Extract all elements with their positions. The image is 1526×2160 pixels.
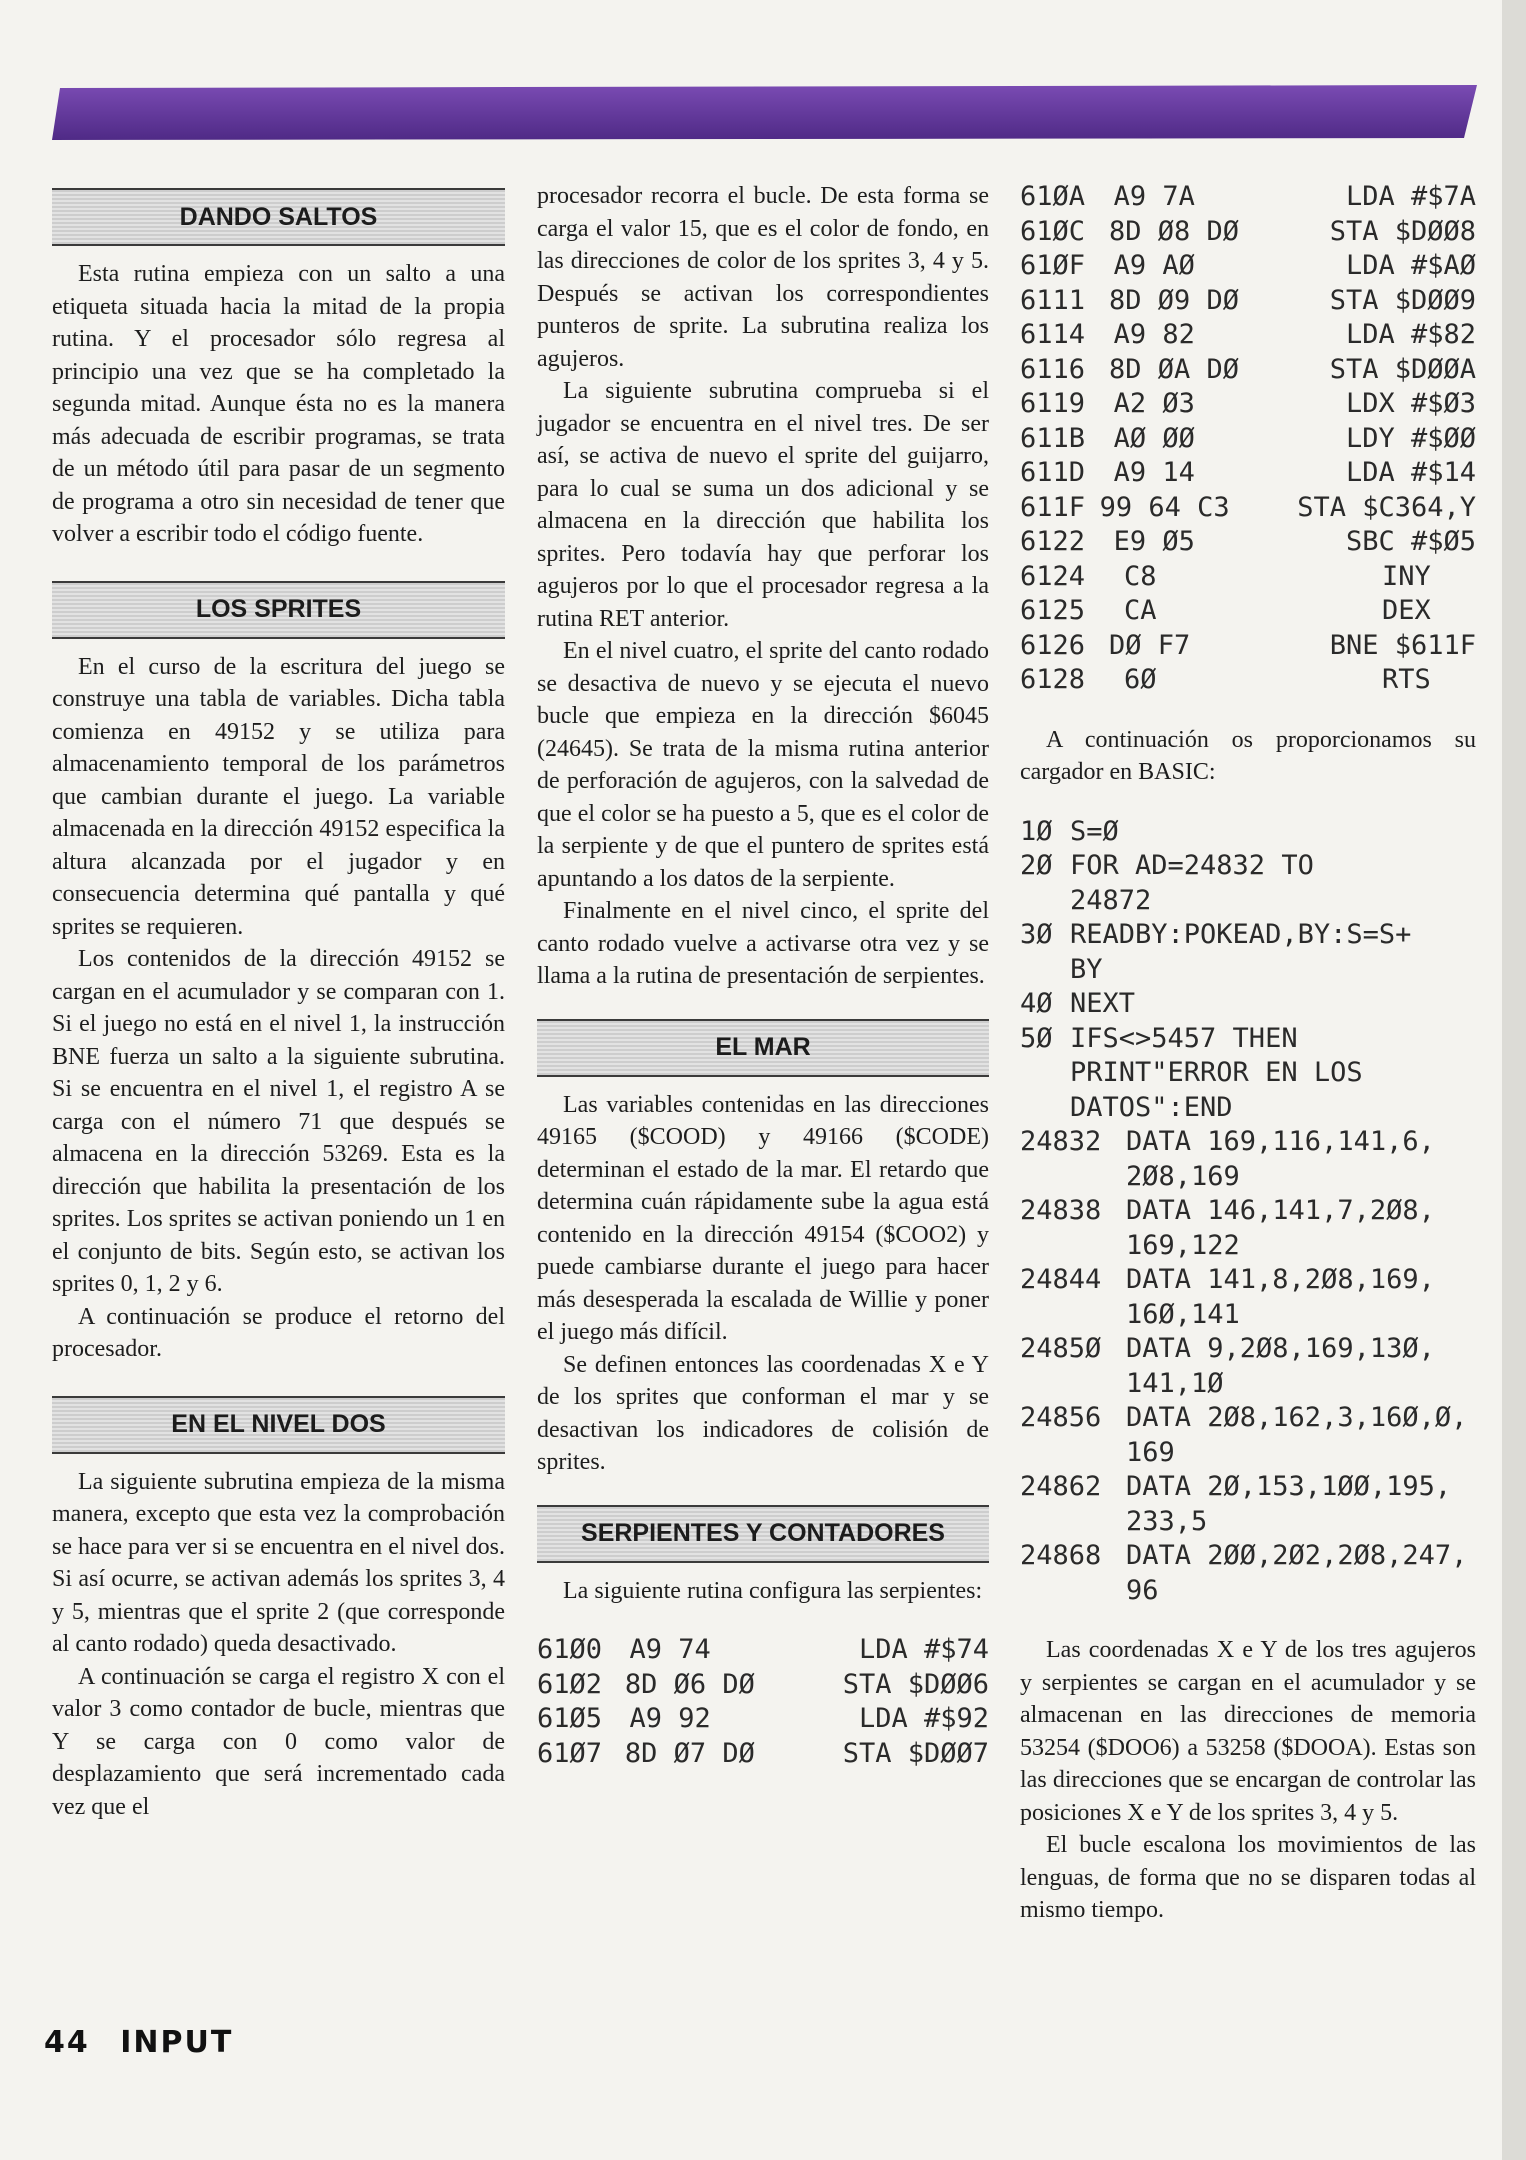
code-line (1020, 284, 1476, 319)
line-number: 2485Ø (1020, 1333, 1102, 1364)
code-address: 6116 (1020, 353, 1086, 385)
line-code: DATA 146,141,7,2Ø8, 169,122 (1126, 1195, 1435, 1261)
code-instruction: STA $DØØ6 (842, 1668, 989, 1700)
paragraph: procesador recorra el bucle. De esta forma se carga el valor 15, que es el color de fondo, en las direcciones de color de los sprites 3, 4 y 5. Después se activan los correspondientes punteros de sprite. La subrutina realiza los agujeros. (537, 183, 989, 372)
code-bytes: 8D Ø7 DØ (624, 1737, 755, 1769)
code-address: 611D (1020, 457, 1086, 488)
code-line (1020, 180, 1476, 215)
paragraph: A continuación se produce el retorno del procesador. (52, 1303, 505, 1362)
purple-banner (52, 80, 1477, 140)
code-line (537, 1668, 989, 1703)
section-heading-el-mar: EL MAR (537, 1019, 989, 1077)
code-address: 61Ø0 (537, 1634, 603, 1665)
code-instruction: LDA #$AØ (1345, 250, 1476, 281)
code-instruction: RTS (1382, 664, 1431, 695)
code-line (1020, 491, 1476, 526)
basic-line (1020, 1194, 1476, 1263)
code-bytes: 99 64 C3 (1099, 491, 1230, 523)
code-instruction: BNE $611F (1329, 629, 1476, 661)
code-instruction: LDY #$ØØ (1345, 422, 1476, 454)
line-code: DATA 2Ø8,162,3,16Ø,Ø, 169 (1126, 1402, 1468, 1468)
code-instruction: STA $DØØ8 (1329, 215, 1476, 247)
basic-line (1020, 1401, 1476, 1470)
code-instruction: LDA #$74 (858, 1634, 989, 1665)
paragraph: A continuación os proporcionamos su cargador en BASIC: (1020, 726, 1476, 785)
code-bytes: 6Ø (1124, 664, 1157, 695)
code-instruction: STA $C364,Y (1297, 491, 1476, 523)
code-instruction: LDA #$82 (1345, 319, 1476, 350)
line-code: DATA 2ØØ,2Ø2,2Ø8,247, 96 (1126, 1540, 1468, 1606)
column-right (1020, 180, 1476, 1927)
basic-line (1020, 1470, 1476, 1539)
line-number: 24862 (1020, 1471, 1102, 1502)
paragraph: A continuación se carga el registro X con el valor 3 como contador de bucle, mientras que Y se carga con 0 como valor de desplazamiento que será incrementado cada vez que el (52, 1663, 505, 1820)
code-bytes: 8D Ø6 DØ (624, 1668, 755, 1700)
line-number: 1Ø (1020, 815, 1053, 847)
basic-line (1020, 1263, 1476, 1332)
code-instruction: LDA #$7A (1345, 181, 1476, 212)
basic-line (1020, 849, 1476, 918)
page-number: 44 (44, 2025, 90, 2060)
code-address: 6122 (1020, 526, 1086, 557)
basic-line (1020, 1539, 1476, 1608)
code-address: 6111 (1020, 284, 1086, 316)
section-heading-los-sprites: LOS SPRITES (52, 581, 505, 639)
code-bytes: E9 Ø5 (1113, 526, 1195, 557)
code-bytes: DØ F7 (1108, 629, 1191, 661)
code-bytes: A9 92 (629, 1703, 711, 1734)
code-bytes: 8D Ø8 DØ (1108, 215, 1240, 247)
code-line (1020, 215, 1476, 250)
paragraph: Esta rutina empieza con un salto a una etiqueta situada hacia la mitad de la propia rutina. Y el procesador sólo regresa al principio una vez que se ha completado la segunda mitad. Aunque ésta no es la manera más adecuada de escribir programas, se trata de un método útil para pasar de un segmento de programa a otro sin necesidad de tener que volver a escribir todo el código fuente. (52, 261, 505, 547)
code-line (1020, 525, 1476, 560)
code-bytes: C8 (1124, 560, 1157, 592)
section-heading-en-el-nivel-dos: EN EL NIVEL DOS (52, 1396, 505, 1454)
code-address: 61Ø7 (537, 1737, 603, 1769)
page-edge-shadow (1502, 0, 1526, 2160)
basic-line (1020, 1332, 1476, 1401)
basic-line (1020, 1125, 1476, 1194)
line-number: 5Ø (1020, 1022, 1053, 1054)
line-code: DATA 2Ø,153,1ØØ,195, 233,5 (1126, 1471, 1452, 1537)
code-bytes: CA (1124, 595, 1157, 626)
code-line (537, 1702, 989, 1737)
code-address: 611F (1020, 491, 1086, 523)
page-footer (44, 2025, 233, 2060)
code-bytes: AØ ØØ (1113, 422, 1195, 454)
paragraph: En el nivel cuatro, el sprite del canto rodado se desactiva de nuevo y se ejecuta el nuevo bucle que empieza en la dirección $6045 (24645). Se trata de la misma rutina anterior de perforación de agujeros, con la salvedad de que el color se ha puesto a 5, que es el color de la serpiente y de que el puntero de sprites está apuntando a los datos de la serpiente. (537, 638, 989, 892)
code-line (1020, 318, 1476, 353)
code-line (1020, 249, 1476, 284)
line-code: FOR AD=24832 TO 24872 (1070, 850, 1314, 916)
code-address: 6128 (1020, 664, 1086, 695)
line-number: 4Ø (1020, 988, 1053, 1019)
line-number: 24838 (1020, 1195, 1102, 1226)
paragraph: La siguiente subrutina comprueba si el jugador se encuentra en el nivel tres. De ser así, se activa de nuevo el sprite del guijarro, para lo cual se suma un dos adicional y se almacena en la dirección que habilita los sprites. Pero todavía hay que perforar los agujeros por lo que el procesador regresa a la rutina RET anterior. (537, 378, 989, 632)
code-line (1020, 594, 1476, 629)
code-instruction: LDA #$14 (1345, 457, 1476, 488)
paragraph: En el curso de la escritura del juego se construye una tabla de variables. Dicha tabla comienza en 49152 y se utiliza para almacenamiento temporal de los parámetros que cambian durante el juego. La variable almacenada en la dirección 49152 especifica la altura alcanzada por el jugador y en consecuencia determina qué pantalla y qué sprites se requieren. (52, 653, 505, 940)
line-number: 24868 (1020, 1540, 1102, 1571)
code-address: 61Ø5 (537, 1703, 603, 1734)
line-code: DATA 169,116,141,6, 2Ø8,169 (1126, 1126, 1435, 1192)
code-address: 61ØC (1020, 215, 1086, 247)
code-line (537, 1737, 989, 1772)
line-code: IFS<>5457 THEN PRINT"ERROR EN LOS DATOS":END (1070, 1022, 1363, 1123)
line-code: READBY:POKEAD,BY:S=S+ BY (1070, 919, 1412, 985)
paragraph: Las variables contenidas en las direcciones 49165 ($COOD) y 49166 ($CODE) determinan el estado de la mar. El retardo que determina cuán rápidamente sube la agua está contenido en la dirección 49154 ($COO2) y puede cambiarse durante el juego para hacer más desesperada la escalada de Willie y poner el juego más difícil. (537, 1091, 989, 1345)
line-number: 24844 (1020, 1264, 1102, 1295)
basic-line (1020, 815, 1476, 850)
code-address: 6119 (1020, 388, 1086, 419)
paragraph: Los contenidos de la dirección 49152 se cargan en el acumulador y se comparan con 1. Si el juego no está en el nivel 1, la instrucción BNE fuerza un salto a la siguiente subrutina. Si se encuentra en el nivel 1, el registro A se carga con el número 71 que después se almacena en la dirección 53269. Esta es la dirección que habilita la presentación de los sprites. Los sprites se activan poniendo un 1 en el conjunto de bits. Según esto, se activan los sprites 0, 1, 2 y 6. (52, 946, 505, 1297)
paragraph: El bucle escalona los movimientos de las lenguas, de forma que no se disparen todas al mismo tiempo. (1020, 1832, 1476, 1923)
code-address: 61Ø2 (537, 1668, 603, 1700)
code-bytes: A9 7A (1113, 181, 1195, 212)
column-left (52, 180, 505, 1823)
code-instruction: INY (1382, 560, 1431, 592)
paragraph: Se definen entonces las coordenadas X e Y de los sprites que conforman el mar y se desactivan los indicadores de colisión de sprites. (537, 1351, 989, 1475)
basic-line (1020, 1022, 1476, 1126)
basic-line (1020, 987, 1476, 1022)
code-instruction: STA $DØØ9 (1329, 284, 1476, 316)
section-heading-serpientes-y-contadores: SERPIENTES Y CONTADORES (537, 1505, 989, 1563)
assembly-listing (1020, 180, 1476, 698)
line-number: 3Ø (1020, 919, 1053, 950)
code-instruction: SBC #$Ø5 (1345, 526, 1476, 557)
code-instruction: STA $DØØA (1329, 353, 1476, 385)
code-address: 6126 (1020, 629, 1086, 661)
code-address: 611B (1020, 422, 1086, 454)
code-address: 61ØF (1020, 250, 1086, 281)
code-instruction: STA $DØØ7 (842, 1737, 989, 1769)
line-number: 24832 (1020, 1126, 1102, 1157)
line-code: S=Ø (1070, 815, 1119, 847)
basic-listing (1020, 815, 1476, 1609)
code-line (1020, 663, 1476, 698)
line-code: DATA 141,8,2Ø8,169, 16Ø,141 (1126, 1264, 1435, 1330)
code-line (1020, 353, 1476, 388)
line-code: NEXT (1070, 988, 1136, 1019)
code-line (1020, 560, 1476, 595)
code-instruction: LDA #$92 (858, 1703, 989, 1734)
code-line (1020, 422, 1476, 457)
basic-line (1020, 918, 1476, 987)
code-address: 6114 (1020, 319, 1086, 350)
paragraph: La siguiente subrutina empieza de la misma manera, excepto que esta vez la comprobación se hace para ver si se encuentra en el nivel dos. Si así ocurre, se activan además los sprites 3, 4 y 5, mientras que el sprite 2 (que corresponde al canto rodado) queda desactivado. (52, 1468, 505, 1657)
column-middle (537, 180, 989, 1771)
code-instruction: LDX #$Ø3 (1345, 388, 1476, 419)
code-line (1020, 456, 1476, 491)
code-line (1020, 387, 1476, 422)
line-number: 2Ø (1020, 850, 1053, 881)
code-address: 6125 (1020, 595, 1086, 626)
line-code: DATA 9,2Ø8,169,13Ø, 141,1Ø (1126, 1333, 1435, 1399)
code-address: 6124 (1020, 560, 1086, 592)
paragraph: Las coordenadas X e Y de los tres agujeros y serpientes se cargan en el acumulador y se almacenan en las direcciones de memoria 53254 ($DOO6) a 53258 ($DOOA). Estas son las direcciones que se encargan de controlar las posiciones X e Y de los sprites 3, 4 y 5. (1020, 1637, 1476, 1826)
code-instruction: DEX (1382, 595, 1431, 626)
code-bytes: A9 74 (629, 1634, 711, 1665)
magazine-name: INPUT (120, 2025, 234, 2060)
code-line (1020, 629, 1476, 664)
code-address: 61ØA (1020, 181, 1086, 212)
paragraph: Finalmente en el nivel cinco, el sprite del canto rodado vuelve a activarse otra vez y se llama a la rutina de presentación de serpientes. (537, 898, 989, 989)
section-heading-dando-saltos: DANDO SALTOS (52, 188, 505, 246)
code-bytes: 8D ØA DØ (1108, 353, 1240, 385)
paragraph: La siguiente rutina configura las serpientes: (563, 1577, 983, 1604)
line-number: 24856 (1020, 1402, 1102, 1433)
code-bytes: 8D Ø9 DØ (1108, 284, 1240, 316)
assembly-listing (537, 1633, 989, 1771)
code-bytes: A9 82 (1113, 319, 1195, 350)
code-bytes: A9 AØ (1113, 250, 1195, 281)
code-line (537, 1633, 989, 1668)
code-bytes: A9 14 (1113, 457, 1195, 488)
code-bytes: A2 Ø3 (1113, 388, 1195, 419)
